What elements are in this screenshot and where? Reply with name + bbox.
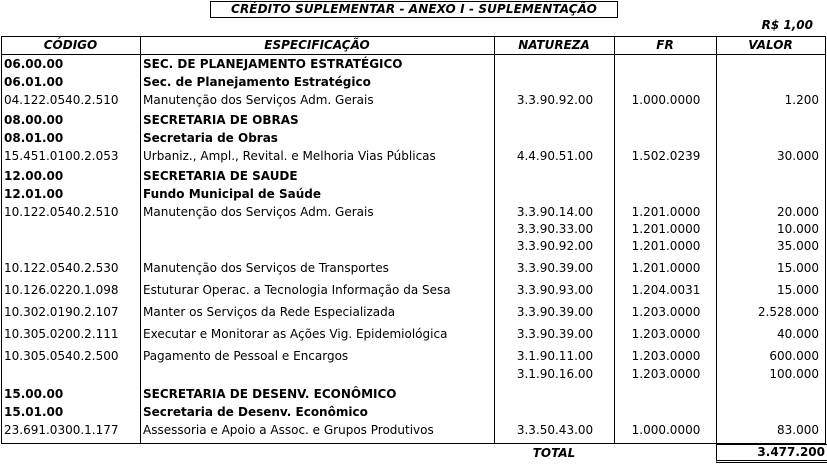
- cell-codigo: 10.305.0200.2.111: [4, 327, 119, 341]
- cell-especificacao: SECRETARIA DE OBRAS: [143, 113, 299, 127]
- cell-fr: 1.203.0000: [631, 349, 701, 363]
- cell-especificacao: Assessoria e Apoio a Assoc. e Grupos Produtivos: [143, 423, 434, 437]
- cell-fr: 1.201.0000: [631, 261, 701, 275]
- table-row: [1, 130, 826, 147]
- table-row: [1, 221, 826, 238]
- header-especificacao: ESPECIFICAÇÃO: [264, 38, 370, 52]
- table-row: [1, 348, 826, 365]
- cell-valor: 40.000: [777, 327, 819, 341]
- cell-natureza: 3.3.90.92.00: [516, 239, 594, 253]
- cell-especificacao: Manutenção dos Serviços de Transportes: [143, 261, 389, 275]
- cell-valor: 15.000: [777, 283, 819, 297]
- cell-codigo: 06.01.00: [4, 75, 64, 89]
- cell-natureza: 3.3.90.39.00: [516, 305, 594, 319]
- cell-natureza: 3.3.90.33.00: [516, 222, 594, 236]
- cell-fr: 1.201.0000: [631, 222, 701, 236]
- cell-valor: 20.000: [777, 205, 819, 219]
- table-top-border: [1, 36, 826, 37]
- cell-especificacao: Secretaria de Desenv. Econômico: [143, 405, 368, 419]
- table-bottom-border: [1, 443, 826, 444]
- cell-especificacao: Secretaria de Obras: [143, 131, 278, 145]
- header-fr: FR: [656, 38, 674, 52]
- table-row: [1, 404, 826, 421]
- cell-valor: 30.000: [777, 149, 819, 163]
- cell-valor: 2.528.000: [757, 305, 819, 319]
- cell-natureza: 3.1.90.11.00: [516, 349, 594, 363]
- cell-valor: 600.000: [769, 349, 819, 363]
- table-row: [1, 112, 826, 129]
- cell-natureza: 3.1.90.16.00: [516, 367, 594, 381]
- table-row: [1, 422, 826, 439]
- cell-valor: 15.000: [777, 261, 819, 275]
- cell-codigo: 15.01.00: [4, 405, 64, 419]
- table-row: [1, 186, 826, 203]
- cell-codigo: 12.00.00: [4, 169, 64, 183]
- cell-fr: 1.203.0000: [631, 327, 701, 341]
- cell-natureza: 3.3.90.39.00: [516, 261, 594, 275]
- cell-especificacao: Manter os Serviços da Rede Especializada: [143, 305, 396, 319]
- cell-natureza: 3.3.90.14.00: [516, 205, 594, 219]
- total-label: TOTAL: [532, 446, 576, 460]
- table-row: [1, 260, 826, 277]
- table-row: [1, 56, 826, 73]
- cell-fr: 1.502.0239: [631, 149, 701, 163]
- header-valor: VALOR: [748, 38, 793, 52]
- cell-codigo: 10.122.0540.2.530: [4, 261, 119, 275]
- cell-codigo: 12.01.00: [4, 187, 64, 201]
- supplement-table: [1, 36, 826, 444]
- cell-natureza: 3.3.50.43.00: [516, 423, 594, 437]
- cell-valor: 83.000: [777, 423, 819, 437]
- cell-codigo: 10.305.0540.2.500: [4, 349, 119, 363]
- cell-codigo: 15.00.00: [4, 387, 64, 401]
- cell-natureza: 3.3.90.93.00: [516, 283, 594, 297]
- cell-especificacao: SEC. DE PLANEJAMENTO ESTRATÉGICO: [143, 57, 403, 71]
- cell-natureza: 3.3.90.39.00: [516, 327, 594, 341]
- cell-fr: 1.201.0000: [631, 205, 701, 219]
- cell-especificacao: Executar e Monitorar as Ações Vig. Epidemiológica: [143, 327, 448, 341]
- cell-codigo: 10.126.0220.1.098: [4, 283, 119, 297]
- cell-valor: 35.000: [777, 239, 819, 253]
- table-row: [1, 148, 826, 165]
- cell-codigo: 04.122.0540.2.510: [4, 93, 119, 107]
- cell-fr: 1.203.0000: [631, 367, 701, 381]
- cell-fr: 1.000.0000: [631, 423, 701, 437]
- cell-especificacao: Manutenção dos Serviços Adm. Gerais: [143, 205, 374, 219]
- cell-fr: 1.201.0000: [631, 239, 701, 253]
- document-title: CRÉDITO SUPLEMENTAR - ANEXO I - SUPLEMENTAÇÃO: [210, 1, 618, 18]
- cell-especificacao: Sec. de Planejamento Estratégico: [143, 75, 371, 89]
- table-row: [1, 304, 826, 321]
- cell-valor: 1.200: [784, 93, 819, 107]
- cell-especificacao: SECRETARIA DE DESENV. ECONÔMICO: [143, 387, 397, 401]
- cell-codigo: 23.691.0300.1.177: [4, 423, 119, 437]
- cell-especificacao: Urbaniz., Ampl., Revital. e Melhoria Vias Públicas: [143, 149, 436, 163]
- table-row: [1, 204, 826, 221]
- cell-valor: 100.000: [769, 367, 819, 381]
- cell-especificacao: Estuturar Operac. a Tecnologia Informação da Sesa: [143, 283, 451, 297]
- header-bottom-border: [1, 54, 826, 55]
- cell-especificacao: SECRETARIA DE SAUDE: [143, 169, 298, 183]
- header-codigo: CÓDIGO: [43, 38, 98, 52]
- table-row: [1, 168, 826, 185]
- table-row: [1, 92, 826, 109]
- cell-fr: 1.204.0031: [631, 283, 701, 297]
- cell-codigo: 06.00.00: [4, 57, 64, 71]
- currency-unit: R$ 1,00: [761, 18, 813, 32]
- cell-valor: 10.000: [777, 222, 819, 236]
- cell-codigo: 15.451.0100.2.053: [4, 149, 119, 163]
- cell-natureza: 3.3.90.92.00: [516, 93, 594, 107]
- cell-codigo: 08.00.00: [4, 113, 64, 127]
- cell-natureza: 4.4.90.51.00: [516, 149, 594, 163]
- table-row: [1, 282, 826, 299]
- cell-especificacao: Fundo Municipal de Saúde: [143, 187, 321, 201]
- table-row: [1, 326, 826, 343]
- cell-codigo: 08.01.00: [4, 131, 64, 145]
- cell-codigo: 10.122.0540.2.510: [4, 205, 119, 219]
- cell-especificacao: Pagamento de Pessoal e Encargos: [143, 349, 349, 363]
- table-row: [1, 386, 826, 403]
- header-natureza: NATUREZA: [518, 38, 590, 52]
- cell-fr: 1.000.0000: [631, 93, 701, 107]
- cell-codigo: 10.302.0190.2.107: [4, 305, 119, 319]
- total-value: 3.477.200: [716, 444, 827, 463]
- cell-fr: 1.203.0000: [631, 305, 701, 319]
- cell-especificacao: Manutenção dos Serviços Adm. Gerais: [143, 93, 374, 107]
- table-row: [1, 238, 826, 255]
- table-row: [1, 366, 826, 383]
- table-row: [1, 74, 826, 91]
